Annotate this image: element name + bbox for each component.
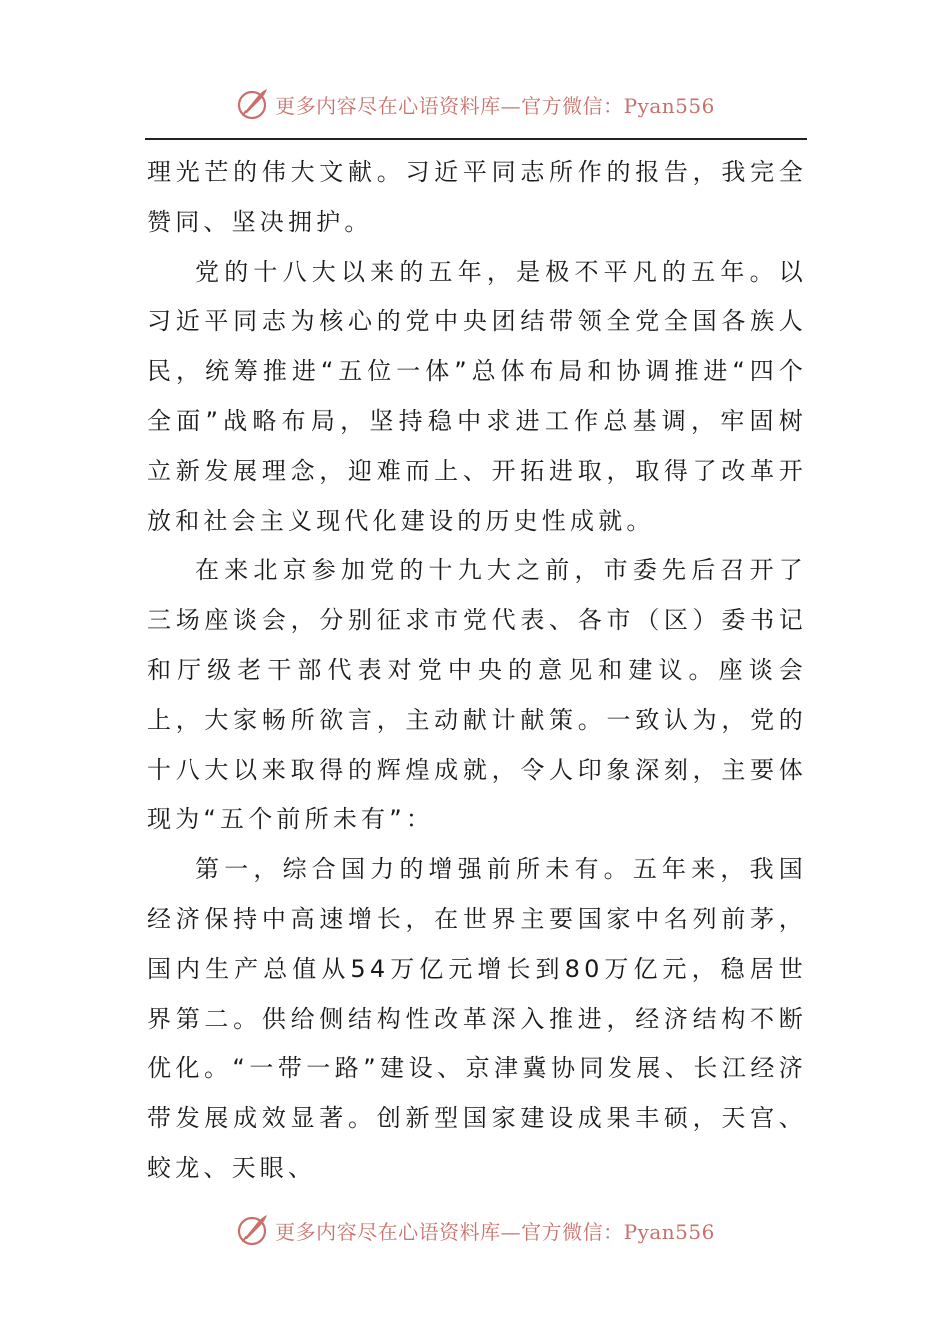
paragraph: 党的十八大以来的五年，是极不平凡的五年。以习近平同志为核心的党中央团结带领全党全国各族人民，统筹推进“五位一体”总体布局和协调推进“四个全面”战略布局，坚持稳中求进工作总基调，牢固树立新发展理念，迎难而上、开拓进取，取得了改革开放和社会主义现代化建设的历史性成就。	[147, 257, 807, 535]
paragraph: 第一，综合国力的增强前所未有。五年来，我国经济保持中高速增长，在世界主要国家中名列前茅，国内生产总值从54万亿元增长到80万亿元，稳居世界第二。供给侧结构性改革深入推进，经济结构不断优化。“一带一路”建设、京津冀协同发展、长江经济带发展成效显著。创新型国家建设成果丰硕，天宫、蛟龙、天眼、	[147, 855, 807, 1182]
header-banner-text: 更多内容尽在心语资料库—官方微信：Pyan556	[275, 93, 715, 118]
footer-banner-text: 更多内容尽在心语资料库—官方微信：Pyan556	[275, 1219, 715, 1244]
quill-pen-circle-icon	[235, 86, 271, 122]
document-body	[147, 148, 807, 1194]
paragraph: 在来北京参加党的十九大之前，市委先后召开了三场座谈会，分别征求市党代表、各市（区）委书记和厅级老干部代表对党中央的意见和建议。座谈会上，大家畅所欲言，主动献计献策。一致认为，党的十八大以来取得的辉煌成就，令人印象深刻，主要体现为“五个前所未有”：	[147, 556, 807, 834]
paragraph-continuation: 理光芒的伟大文献。习近平同志所作的报告，我完全赞同、坚决拥护。	[147, 158, 807, 236]
quill-pen-circle-icon	[235, 1212, 271, 1248]
footer-banner	[0, 1210, 950, 1250]
header-banner	[0, 84, 950, 124]
header-divider	[145, 138, 807, 140]
